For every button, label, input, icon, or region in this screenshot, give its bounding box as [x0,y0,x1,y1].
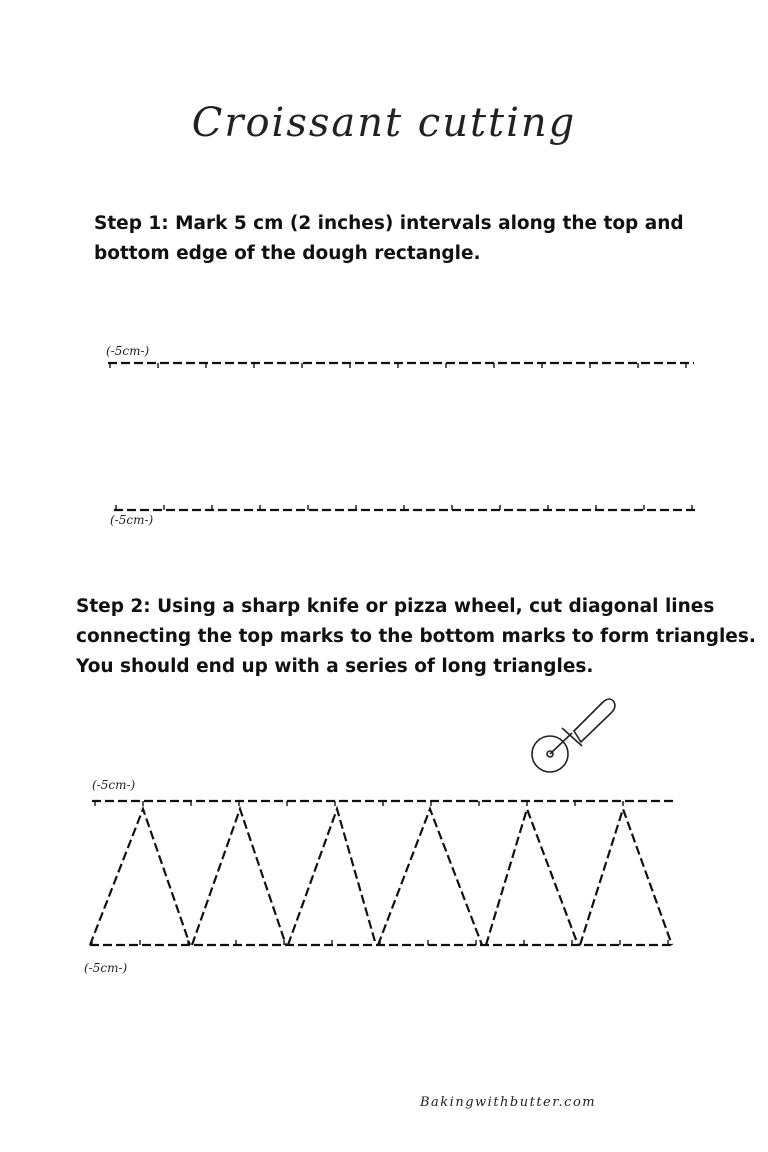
pizza-wheel-icon [532,699,615,772]
diagram-top-interval-label: (-5cm-) [92,778,136,792]
triangle-cut [192,809,286,945]
triangle-cut [90,809,190,945]
bottom-interval-label: (-5cm-) [110,513,154,527]
step-1-text: Step 1: Mark 5 cm (2 inches) intervals along the top and bottom edge of the dough rectangle. [94,213,684,264]
step-2-text: Step 2: Using a sharp knife or pizza wheel, cut diagonal lines connecting the top marks to the bottom marks to form triangles. You should end up with a series of long triangles. [76,596,756,677]
triangle-cut [378,809,482,945]
top-interval-label: (-5cm-) [106,344,150,358]
triangle-cut-lines [90,809,672,945]
triangle-cut [486,809,578,945]
page-title: Croissant cutting [191,100,577,146]
triangle-cut [580,809,672,945]
diagram-bottom-interval-label: (-5cm-) [84,961,128,975]
site-footer: Bakingwithbutter.com [420,1095,597,1110]
triangle-cut [288,809,376,945]
